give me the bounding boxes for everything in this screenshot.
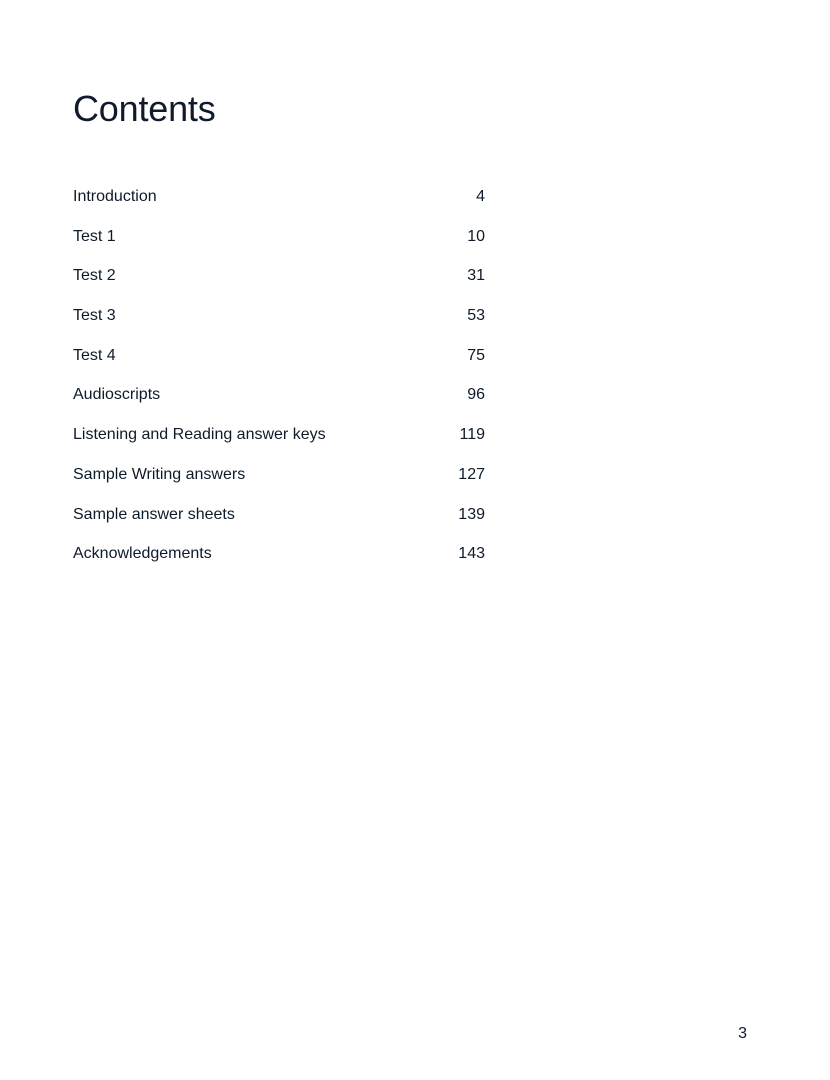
toc-entry-audioscripts[interactable] <box>73 383 485 423</box>
toc-entry-page: 53 <box>467 307 485 325</box>
toc-entry-page: 143 <box>458 545 485 563</box>
toc-entry-label: Introduction <box>73 188 157 205</box>
toc-entry-answer-sheets[interactable] <box>73 503 485 543</box>
toc-entry-test-3[interactable] <box>73 304 485 344</box>
toc-entry-label: Test 1 <box>73 227 116 245</box>
table-of-contents <box>73 185 485 582</box>
toc-entry-page: 4 <box>476 188 485 205</box>
toc-entry-acknowledgements[interactable] <box>73 542 485 582</box>
toc-entry-label: Test 3 <box>73 307 116 325</box>
toc-entry-label: Test 4 <box>73 346 116 364</box>
page-title: Contents <box>73 88 216 129</box>
toc-entry-page: 119 <box>459 426 485 444</box>
toc-entry-test-4[interactable] <box>73 344 485 384</box>
toc-entry-test-1[interactable] <box>73 225 485 265</box>
toc-entry-page: 139 <box>458 505 485 523</box>
toc-entry-sample-writing[interactable] <box>73 463 485 503</box>
toc-entry-test-2[interactable] <box>73 264 485 304</box>
toc-entry-label: Sample Writing answers <box>73 465 246 483</box>
toc-entry-label: Listening and Reading answer keys <box>73 426 326 444</box>
toc-entry-page: 75 <box>467 346 485 364</box>
toc-entry-page: 96 <box>467 386 485 404</box>
toc-entry-answer-keys[interactable] <box>73 423 485 463</box>
toc-entry-label: Sample answer sheets <box>73 505 235 523</box>
toc-entry-introduction[interactable] <box>73 185 485 225</box>
page-number: 3 <box>738 1025 747 1042</box>
toc-entry-page: 10 <box>467 227 485 245</box>
toc-entry-label: Audioscripts <box>73 386 161 404</box>
toc-entry-page: 127 <box>458 465 485 483</box>
toc-entry-label: Test 2 <box>73 267 116 285</box>
toc-entry-label: Acknowledgements <box>73 545 212 563</box>
toc-entry-page: 31 <box>467 267 485 285</box>
